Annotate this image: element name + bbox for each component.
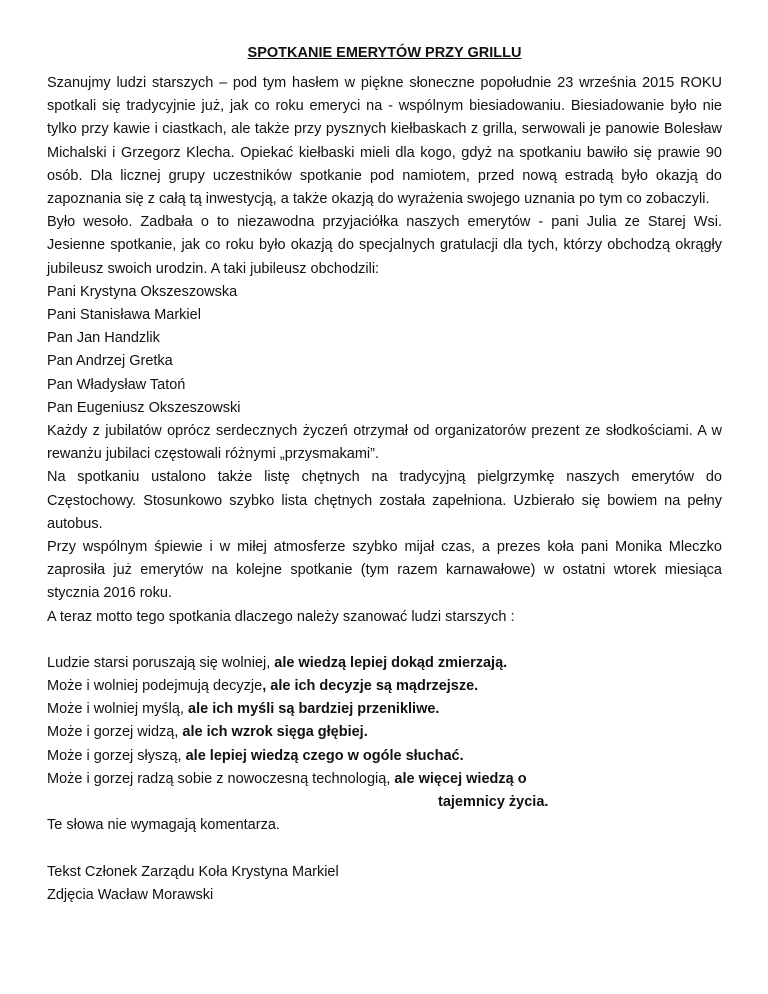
jubilee-item: Pani Stanisława Markiel	[47, 307, 201, 324]
gifts-paragraph: Każdy z jubilatów oprócz serdecznych życzeń otrzymał od organizatorów prezent ze słodkościami. A w rewanżu jubilaci częstowali różnymi „przysmakami”.	[47, 423, 722, 463]
motto-bold: ale ich wzrok sięga głębiej.	[182, 724, 368, 741]
motto-plain: Może i gorzej słyszą,	[47, 747, 186, 764]
intro-paragraph: Szanujmy ludzi starszych – pod tym hasłem w piękne słoneczne popołudnie 23 września 2015 ROKU spotkali się tradycyjnie już, jak co roku emeryci na - wspólnym biesiadowaniu. Biesiadowanie było nie tylko przy kawie i ciastkach, ale także przy pysznych kiełbaskach z grilla, serwowali je panowie Bolesław Michalski i Grzegorz Klecha. Opiekać kiełbaski mieli dla kogo, gdyż na spotkaniu bawiło się prawie 90 osób. Dla licznej grupy uczestników spotkanie pod namiotem, przed nową estradą było okazją do zapoznania się z całą tą inwestycją, a także okazją do wyrażenia swojego uznania po tym co zobaczyli.	[47, 75, 722, 208]
motto-intro: A teraz motto tego spotkania dlaczego należy szanować ludzi starszych :	[47, 608, 515, 625]
jubilee-list	[47, 281, 722, 420]
jubilee-item: Pan Jan Handzlik	[47, 330, 160, 347]
pilgrimage-paragraph: Na spotkaniu ustalono także listę chętnych na tradycyjną pielgrzymkę naszych emerytów do Częstochowy. Stosunkowo szybko lista chętnych została zapełniona. Uzbierało się bowiem na pełny autobus.	[47, 469, 722, 532]
motto-plain: Może i wolniej podejmują decyzje	[47, 678, 263, 695]
motto-bold: ale lepiej wiedzą czego w ogóle słuchać.	[185, 747, 464, 764]
motto-bold: ale ich myśli są bardziej przenikliwe.	[188, 701, 440, 718]
motto-line	[47, 675, 722, 698]
motto-plain: Może i gorzej widzą,	[47, 724, 183, 741]
motto-line	[47, 721, 722, 744]
spacer	[47, 838, 722, 861]
motto-list	[47, 652, 722, 814]
motto-plain: Może i gorzej radzą sobie z nowoczesną technologią,	[47, 770, 395, 787]
motto-line	[47, 745, 722, 768]
fun-paragraph: Było wesoło. Zadbała o to niezawodna przyjaciółka naszych emerytów - pani Julia ze Starej Wsi. Jesienne spotkanie, jak co roku było okazją do specjalnych gratulacji dla tych, którzy obchodzą okrągły jubileusz swoich urodzin. A taki jubileusz obchodzili:	[47, 214, 722, 277]
jubilee-item: Pan Andrzej Gretka	[47, 353, 173, 370]
singing-paragraph: Przy wspólnym śpiewie i w miłej atmosferze szybko mijał czas, a prezes koła pani Monika Mleczko zaprosiła już emerytów na kolejne spotkanie (tym razem karnawałowe) w ostatni wtorek miesiąca stycznia 2016 roku.	[47, 539, 722, 602]
motto-continuation: tajemnicy życia.	[438, 794, 549, 811]
motto-plain: Może i wolniej myślą,	[47, 701, 189, 718]
credits-text-author: Tekst Członek Zarządu Koła Krystyna Markiel	[47, 863, 339, 880]
motto-bold: ale wiedzą lepiej dokąd zmierzają.	[274, 654, 508, 671]
credits-photo-author: Zdjęcia Wacław Morawski	[47, 886, 214, 903]
page-title: SPOTKANIE EMERYTÓW PRZY GRILLU	[247, 45, 522, 61]
motto-bold: , ale ich decyzje są mądrzejsze.	[262, 678, 479, 695]
spacer	[47, 629, 722, 652]
jubilee-item: Pan Eugeniusz Okszeszowski	[47, 399, 241, 416]
credits	[47, 861, 722, 907]
motto-line	[47, 768, 722, 791]
motto-bold: ale więcej wiedzą o	[394, 770, 527, 787]
motto-line	[47, 652, 722, 675]
motto-plain: Ludzie starsi poruszają się wolniej,	[47, 654, 275, 671]
jubilee-item: Pan Władysław Tatoń	[47, 376, 186, 393]
motto-line	[47, 698, 722, 721]
comment-line: Te słowa nie wymagają komentarza.	[47, 817, 280, 834]
jubilee-item: Pani Krystyna Okszeszowska	[47, 283, 238, 300]
